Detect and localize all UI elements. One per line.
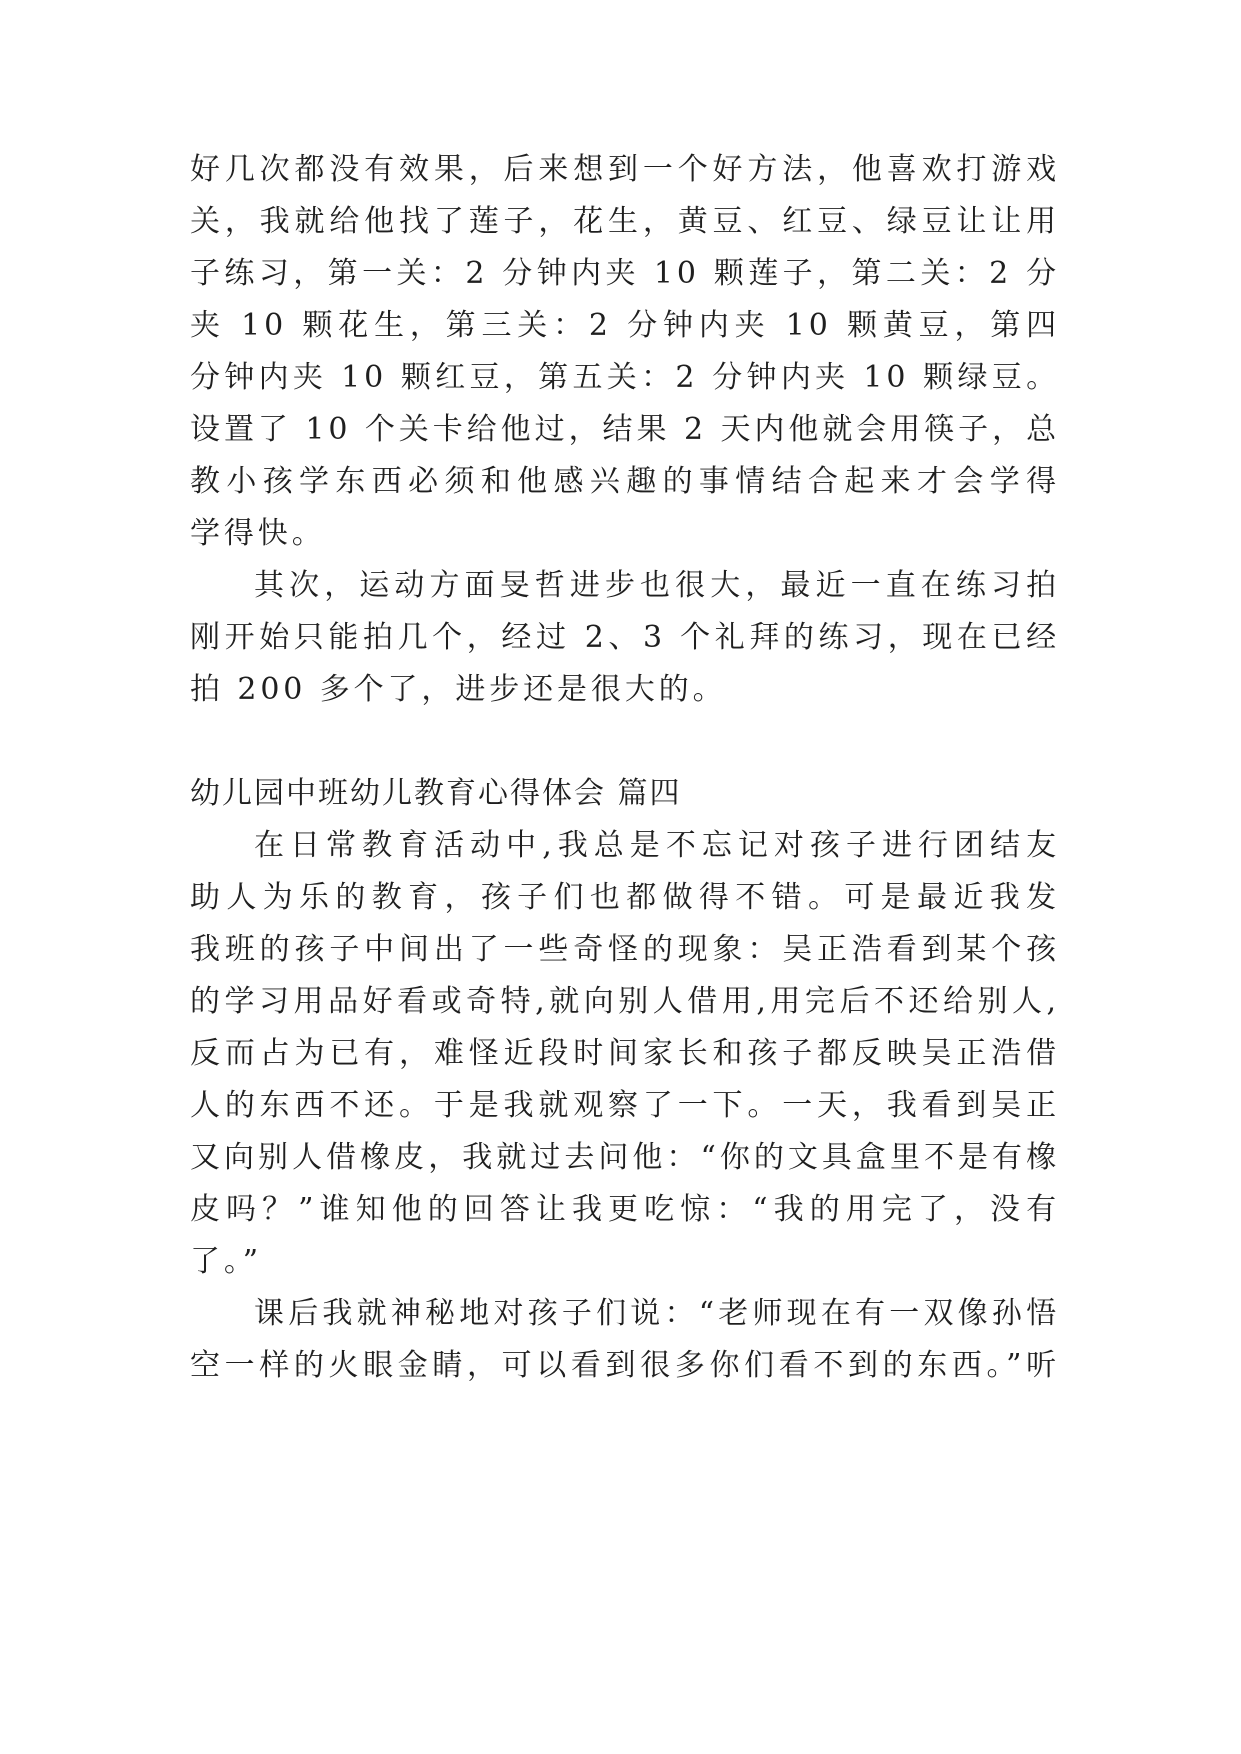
paragraph-1-line-8: 学得快。 <box>190 516 326 551</box>
paragraph-3-line-1: 在日常教育活动中,我总是不忘记对孩子进行团结友 <box>254 828 1060 863</box>
paragraph-2-line-2: 刚开始只能拍几个，经过 2、3 个礼拜的练习，现在已经 <box>190 620 1060 655</box>
paragraph-3-line-5: 反而占为已有，难怪近段时间家长和孩子都反映吴正浩借 <box>190 1036 1060 1071</box>
paragraph-4-line-1: 课后我就神秘地对孩子们说：“老师现在有一双像孙悟 <box>254 1296 1060 1331</box>
paragraph-4-line-2: 空一样的火眼金睛，可以看到很多你们看不到的东西。”听 <box>190 1348 1060 1383</box>
paragraph-3-line-2: 助人为乐的教育，孩子们也都做得不错。可是最近我发 <box>190 880 1060 915</box>
paragraph-1-line-1: 好几次都没有效果，后来想到一个好方法，他喜欢打游戏 <box>190 152 1060 187</box>
paragraph-3-line-7: 又向别人借橡皮，我就过去问他：“你的文具盒里不是有橡 <box>190 1140 1060 1175</box>
paragraph-2-line-1: 其次，运动方面旻哲进步也很大，最近一直在练习拍 <box>254 568 1060 603</box>
paragraph-2-line-3: 拍 200 多个了，进步还是很大的。 <box>190 672 727 707</box>
paragraph-1-line-2: 关，我就给他找了莲子，花生，黄豆、红豆、绿豆让让用 <box>190 204 1060 239</box>
section-heading: 幼儿园中班幼儿教育心得体会 篇四 <box>190 776 682 811</box>
paragraph-3-line-3: 我班的孩子中间出了一些奇怪的现象：吴正浩看到某个孩 <box>190 932 1060 967</box>
paragraph-3-line-4: 的学习用品好看或奇特,就向别人借用,用完后不还给别人, <box>190 984 1060 1019</box>
paragraph-1-line-5: 分钟内夹 10 颗红豆，第五关：2 分钟内夹 10 颗绿豆。 <box>190 360 1060 395</box>
paragraph-1-line-3: 子练习，第一关：2 分钟内夹 10 颗莲子，第二关：2 分 <box>190 256 1060 291</box>
paragraph-3-line-9: 了。” <box>190 1244 263 1279</box>
paragraph-3-line-8: 皮吗？”谁知他的回答让我更吃惊：“我的用完了，没有 <box>190 1192 1060 1227</box>
paragraph-3-line-6: 人的东西不还。于是我就观察了一下。一天，我看到吴正 <box>190 1088 1060 1123</box>
paragraph-1-line-6: 设置了 10 个关卡给他过，结果 2 天内他就会用筷子，总 <box>190 412 1060 447</box>
paragraph-1-line-7: 教小孩学东西必须和他感兴趣的事情结合起来才会学得 <box>190 464 1060 499</box>
paragraph-1-line-4: 夹 10 颗花生，第三关：2 分钟内夹 10 颗黄豆，第四 <box>190 308 1060 343</box>
